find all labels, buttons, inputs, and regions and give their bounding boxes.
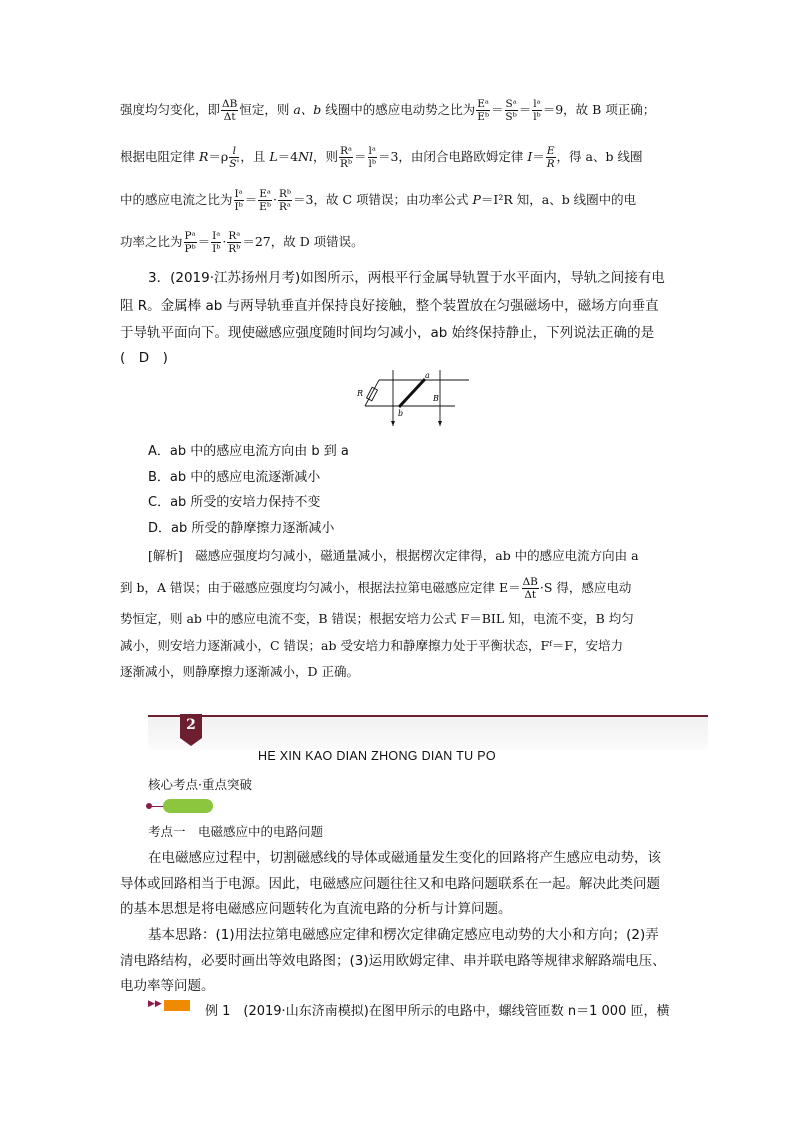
option-c: C．ab 所受的安培力保持不变 [148,495,321,510]
kaodian-p2-line-1: 基本思路：(1)用法拉第电磁感应定律和楞次定律确定感应电动势的大小和方向；(2)弄 [148,927,659,943]
section-title: 核心考点·重点突破 [148,777,252,792]
section-number: 2 [186,717,196,733]
analysis-line-3: 势恒定，则 ab 中的感应电流不变，B 错误；根据安培力公式 F＝BIL 知，电流不变，B 均匀 [120,611,634,626]
kaodian-heading: 考点一 电磁感应中的电路问题 [148,824,324,839]
resistor-R [367,387,378,400]
analysis-line-2: 到 b，A 错误；由于磁感应强度均匀减小，根据法拉第电磁感应定律 E＝ $\frac{\Delta B}{\Delta t}$ ·S 得，感应电动 [120,576,632,601]
explain-line-2: 根据电阻定律 R＝ρ $\frac{l}{S'}$ ，且 L＝4Nl，则 $\frac{\text{Rᵃ}}{\text{Rᵇ}}$ ＝ $\frac{\text{lᵃ}}{\text{lᵇ}}$ ＝3，由闭合电路欧姆定律 I＝ $\frac{E}{R}$ ，得 a、b 线圈 [120,145,643,170]
explain-line-3: 中的感应电流之比为 $\frac{\text{Iᵃ}}{\text{Iᵇ}}$ ＝ $\frac{\text{Eᵃ}}{\text{Eᵇ}}$ · $\frac{\text{Rᵇ}}{\text{Rᵃ}}$ ＝3，故 C 项错误；由功率公式 P＝I²R 知，a、b 线圈中的电 [120,188,637,213]
explain-line-1: 强度均匀变化，即 $\frac{\Delta B}{\Delta t}$ 恒定，则 a、b 线圈中的感应电动势之比为 $\frac{\text{Eᵃ}}{\text{Eᵇ}}$ ＝ $\frac{\text{Sᵃ}}{\text{Sᵇ}}$ ＝ $\frac{\text{lᵃ}}{\text{lᵇ}}$ ＝9，故 B 项正确； [120,98,656,123]
label-B: B [433,394,439,403]
rail-left-connector [365,380,379,406]
label-R: R [357,389,364,398]
label-b: b [398,409,404,418]
label-a: a [425,371,430,380]
analysis-line-4: 减小，则安培力逐渐减小，C 错误；ab 受安培力和静摩擦力处于平衡状态，Fᶠ＝F，安培力 [120,638,624,653]
kaodian-marker-pill [163,799,213,813]
section-pinyin: HE XIN KAO DIAN ZHONG DIAN TU PO [258,749,496,763]
question-line-2: 阻 R。金属棒 ab 与两导轨垂直并保持良好接触，整个装置放在匀强磁场中，磁场方向垂直 [120,298,659,314]
metal-rod-ab [399,379,425,407]
field-arrow-left [391,421,395,426]
example-orange-badge [164,1000,190,1011]
kaodian-p1-line-3: 的基本思想是将电磁感应问题转化为直流电路的分析与计算问题。 [120,901,512,917]
question-line-1: 3．(2019·江苏扬州月考)如图所示，两根平行金属导轨置于水平面内，导轨之间接有电 [148,270,665,286]
field-arrow-right [438,421,442,426]
option-a: A．ab 中的感应电流方向由 b 到 a [148,444,349,459]
kaodian-p1-line-2: 导体或回路相当于电源。因此，电磁感应问题往往又和电路问题联系在一起。解决此类问题 [120,876,660,892]
example-1-text: 例 1 (2019·山东济南模拟)在图甲所示的电路中，螺线管匝数 n＝1 000 匝，横 [205,1004,670,1019]
analysis-line-1: [解析] 磁感应强度均匀减小，磁通量减小，根据楞次定律得，ab 中的感应电流方向由 a [148,548,639,563]
section-shade [148,717,708,749]
question-line-3: 于导轨平面向下。现使磁感应强度随时间均匀减小，ab 始终保持静止，下列说法正确的是 [120,325,655,341]
option-d: D．ab 所受的静摩擦力逐渐减小 [148,521,335,536]
explain-line-4: 功率之比为 $\frac{\text{Pᵃ}}{\text{Pᵇ}}$ ＝ $\frac{\text{Iᵃ}}{\text{Iᵇ}}$ · $\frac{\text{Rᵃ}}{\text{Rᵇ}}$ ＝27，故 D 项错误。 [120,230,364,255]
option-b: B．ab 中的感应电流逐渐减小 [148,470,321,485]
kaodian-p1-line-1: 在电磁感应过程中，切割磁感线的导体或磁通量发生变化的回路将产生感应电动势，该 [148,850,661,866]
circuit-figure [345,368,475,430]
example-arrow-icon: ▶▶ [148,999,162,1009]
kaodian-p2-line-3: 电功率等问题。 [120,978,215,994]
kaodian-p2-line-2: 清电路结构，必要时画出等效电路图；(3)运用欧姆定律、串并联电路等规律求解路端电压、 [120,953,666,969]
kaodian-marker-dot [146,803,152,809]
analysis-line-5: 逐渐减小，则静摩擦力逐渐减小，D 正确。 [120,664,359,679]
question-answer: ( D ) [120,350,168,366]
